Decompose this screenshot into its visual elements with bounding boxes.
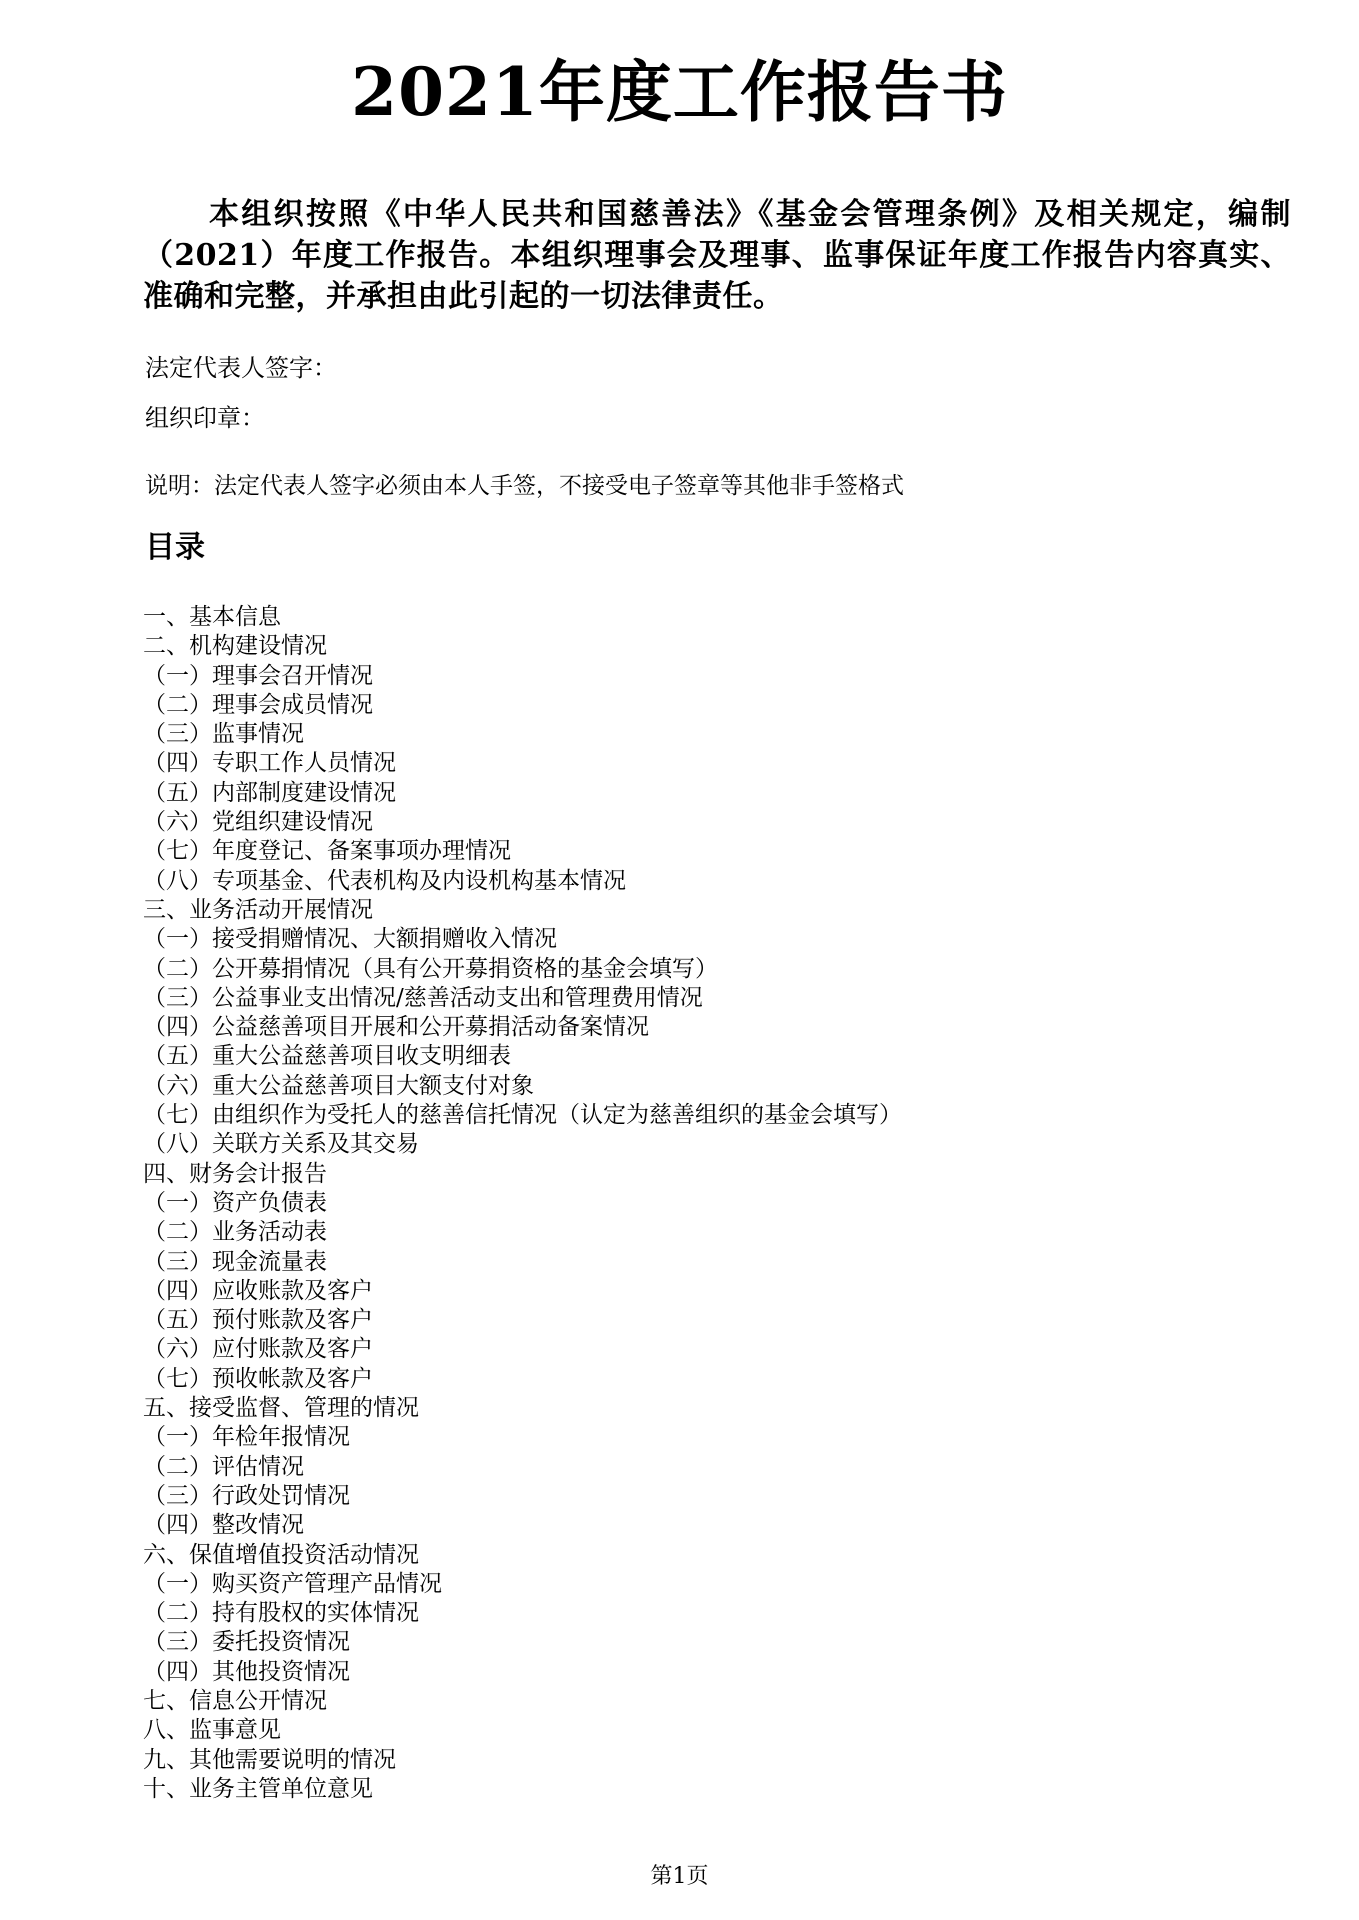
toc-item: （六）党组织建设情况 <box>143 809 373 836</box>
toc-item: （四）应收账款及客户 <box>143 1277 373 1304</box>
toc-item: （五）重大公益慈善项目收支明细表 <box>143 1043 511 1070</box>
toc-item: 六、保值增值投资活动情况 <box>143 1541 419 1568</box>
toc-item: （六）重大公益慈善项目大额支付对象 <box>143 1072 534 1099</box>
page-number: 第1页 <box>650 1864 709 1889</box>
toc-item: 十、业务主管单位意见 <box>143 1775 373 1802</box>
toc-item: （四）整改情况 <box>143 1512 304 1539</box>
toc-item: 三、业务活动开展情况 <box>143 896 373 923</box>
toc-item: （七）预收帐款及客户 <box>143 1365 373 1392</box>
toc-item: （三）委托投资情况 <box>143 1629 350 1656</box>
toc-item: （七）由组织作为受托人的慈善信托情况（认定为慈善组织的基金会填写） <box>143 1102 902 1129</box>
toc-item: （一）年检年报情况 <box>143 1424 350 1451</box>
signature-note: 说明：法定代表人签字必须由本人手签，不接受电子签章等其他非手签格式 <box>145 473 904 499</box>
toc-item: （七）年度登记、备案事项办理情况 <box>143 838 511 865</box>
toc-item: （八）专项基金、代表机构及内设机构基本情况 <box>143 867 626 894</box>
toc-item: （五）内部制度建设情况 <box>143 779 396 806</box>
toc-item: （一）理事会召开情况 <box>143 662 373 689</box>
document-title: 2021年度工作报告书 <box>351 53 1008 131</box>
table-of-contents <box>143 603 902 1804</box>
toc-item: 九、其他需要说明的情况 <box>143 1746 396 1773</box>
intro-paragraph: 本组织按照《中华人民共和国慈善法》《基金会管理条例》及相关规定，编制（2021）年度工作报告。本组织理事会及理事、监事保证年度工作报告内容真实、准确和完整，并承担由此引起的一切法律责任。 <box>143 197 1291 314</box>
toc-heading: 目录 <box>145 530 205 565</box>
toc-item: 二、机构建设情况 <box>143 633 327 660</box>
toc-item: 五、接受监督、管理的情况 <box>143 1395 419 1422</box>
seal-label: 组织印章： <box>145 404 265 432</box>
toc-item: （一）购买资产管理产品情况 <box>143 1570 442 1597</box>
toc-item: （一）接受捐赠情况、大额捐赠收入情况 <box>143 926 557 953</box>
toc-item: （二）评估情况 <box>143 1453 304 1480</box>
toc-item: 一、基本信息 <box>143 604 281 630</box>
toc-item: （二）持有股权的实体情况 <box>143 1600 419 1627</box>
toc-item: （二）理事会成员情况 <box>143 691 373 718</box>
toc-item: （一）资产负债表 <box>143 1189 327 1216</box>
toc-item: （六）应付账款及客户 <box>143 1336 373 1363</box>
toc-item: （二）公开募捐情况（具有公开募捐资格的基金会填写） <box>143 955 718 982</box>
toc-item: （四）专职工作人员情况 <box>143 750 396 777</box>
signature-label: 法定代表人签字： <box>145 354 337 382</box>
toc-item: （二）业务活动表 <box>143 1219 327 1246</box>
toc-item: 八、监事意见 <box>143 1717 281 1744</box>
toc-item: （三）现金流量表 <box>143 1248 327 1275</box>
toc-item: 四、财务会计报告 <box>143 1160 327 1187</box>
toc-item: 七、信息公开情况 <box>143 1687 327 1714</box>
toc-item: （三）监事情况 <box>143 721 304 748</box>
toc-item: （八）关联方关系及其交易 <box>143 1131 419 1158</box>
toc-item: （三）行政处罚情况 <box>143 1482 350 1509</box>
toc-item: （四）公益慈善项目开展和公开募捐活动备案情况 <box>143 1014 649 1041</box>
toc-item: （四）其他投资情况 <box>143 1658 350 1685</box>
toc-item: （三）公益事业支出情况/慈善活动支出和管理费用情况 <box>143 984 703 1011</box>
toc-item: （五）预付账款及客户 <box>143 1307 373 1334</box>
